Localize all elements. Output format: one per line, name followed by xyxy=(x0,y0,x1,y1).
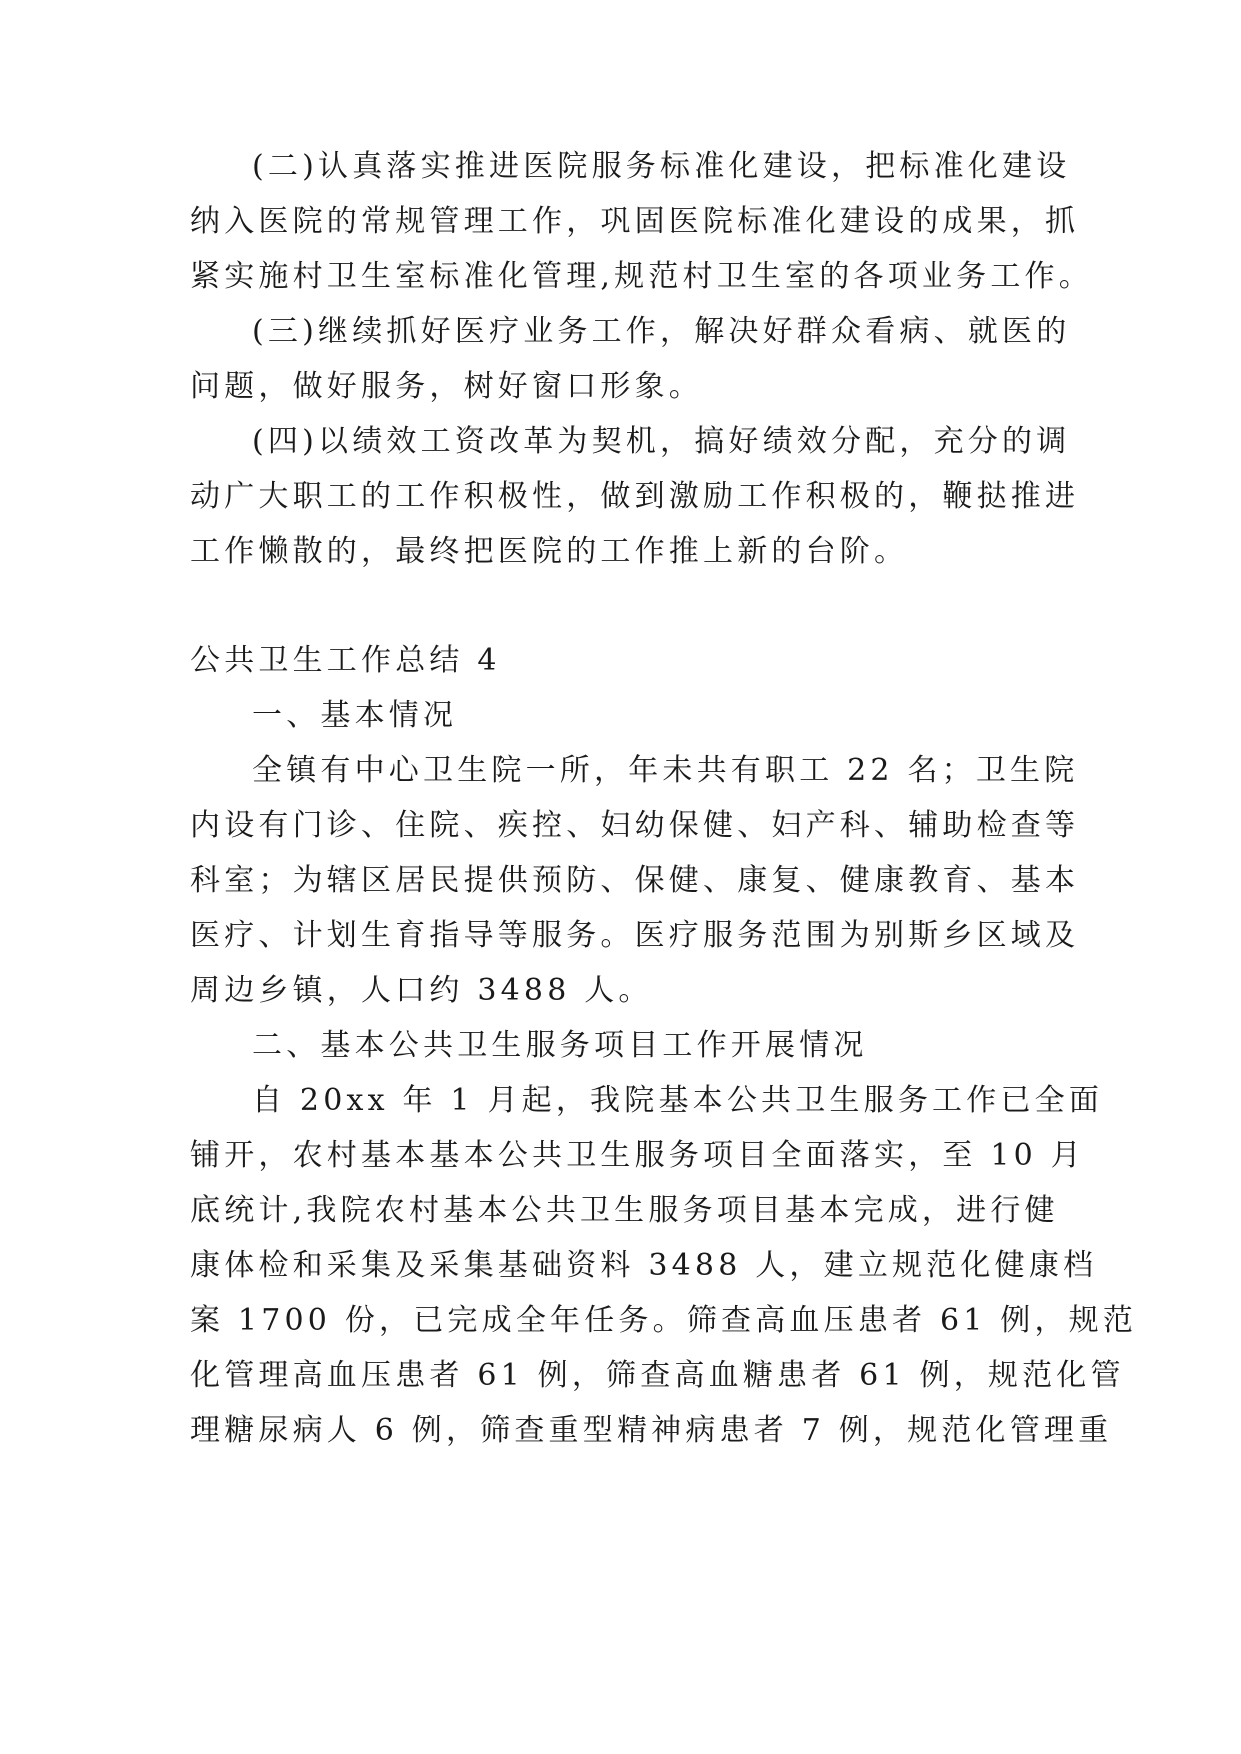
paragraph-line: 内设有门诊、住院、疾控、妇幼保健、妇产科、辅助检查等 xyxy=(190,808,1080,843)
paragraph-line: 康体检和采集及采集基础资料 3488 人，建立规范化健康档 xyxy=(190,1248,1098,1283)
subheading: 二、基本公共卫生服务项目工作开展情况 xyxy=(252,1028,868,1063)
paragraph-line: 问题，做好服务，树好窗口形象。 xyxy=(190,369,703,404)
paragraph-line: (四)以绩效工资改革为契机，搞好绩效分配，充分的调 xyxy=(252,424,1071,459)
paragraph-line: 紧实施村卫生室标准化管理,规范村卫生室的各项业务工作。 xyxy=(190,259,1093,294)
paragraph-line: 医疗、计划生育指导等服务。医疗服务范围为别斯乡区域及 xyxy=(190,918,1080,953)
paragraph-line: 案 1700 份，已完成全年任务。筛查高血压患者 61 例，规范 xyxy=(190,1303,1138,1338)
paragraph-line: 科室；为辖区居民提供预防、保健、康复、健康教育、基本 xyxy=(190,863,1080,898)
section-title: 公共卫生工作总结 4 xyxy=(190,643,501,678)
subheading: 一、基本情况 xyxy=(252,698,458,733)
paragraph-line: 化管理高血压患者 61 例，筛查高血糖患者 61 例，规范化管 xyxy=(190,1358,1125,1393)
paragraph-line: (二)认真落实推进医院服务标准化建设，把标准化建设 xyxy=(252,149,1071,184)
paragraph-line: 自 20xx 年 1 月起，我院基本公共卫生服务工作已全面 xyxy=(252,1083,1104,1118)
paragraph-line: 理糖尿病人 6 例，筛查重型精神病患者 7 例，规范化管理重 xyxy=(190,1413,1113,1448)
paragraph-line: 全镇有中心卫生院一所，年未共有职工 22 名；卫生院 xyxy=(252,753,1079,788)
paragraph-line: 纳入医院的常规管理工作，巩固医院标准化建设的成果，抓 xyxy=(190,204,1080,239)
paragraph-line: 周边乡镇，人口约 3488 人。 xyxy=(190,973,653,1008)
paragraph-line: 底统计,我院农村基本公共卫生服务项目基本完成，进行健 xyxy=(190,1193,1059,1228)
paragraph-line: 动广大职工的工作积极性，做到激励工作积极的，鞭挞推进 xyxy=(190,479,1080,514)
paragraph-line: (三)继续抓好医疗业务工作，解决好群众看病、就医的 xyxy=(252,314,1071,349)
paragraph-line: 工作懒散的，最终把医院的工作推上新的台阶。 xyxy=(190,534,909,569)
paragraph-line: 铺开，农村基本基本公共卫生服务项目全面落实，至 10 月 xyxy=(190,1138,1085,1173)
